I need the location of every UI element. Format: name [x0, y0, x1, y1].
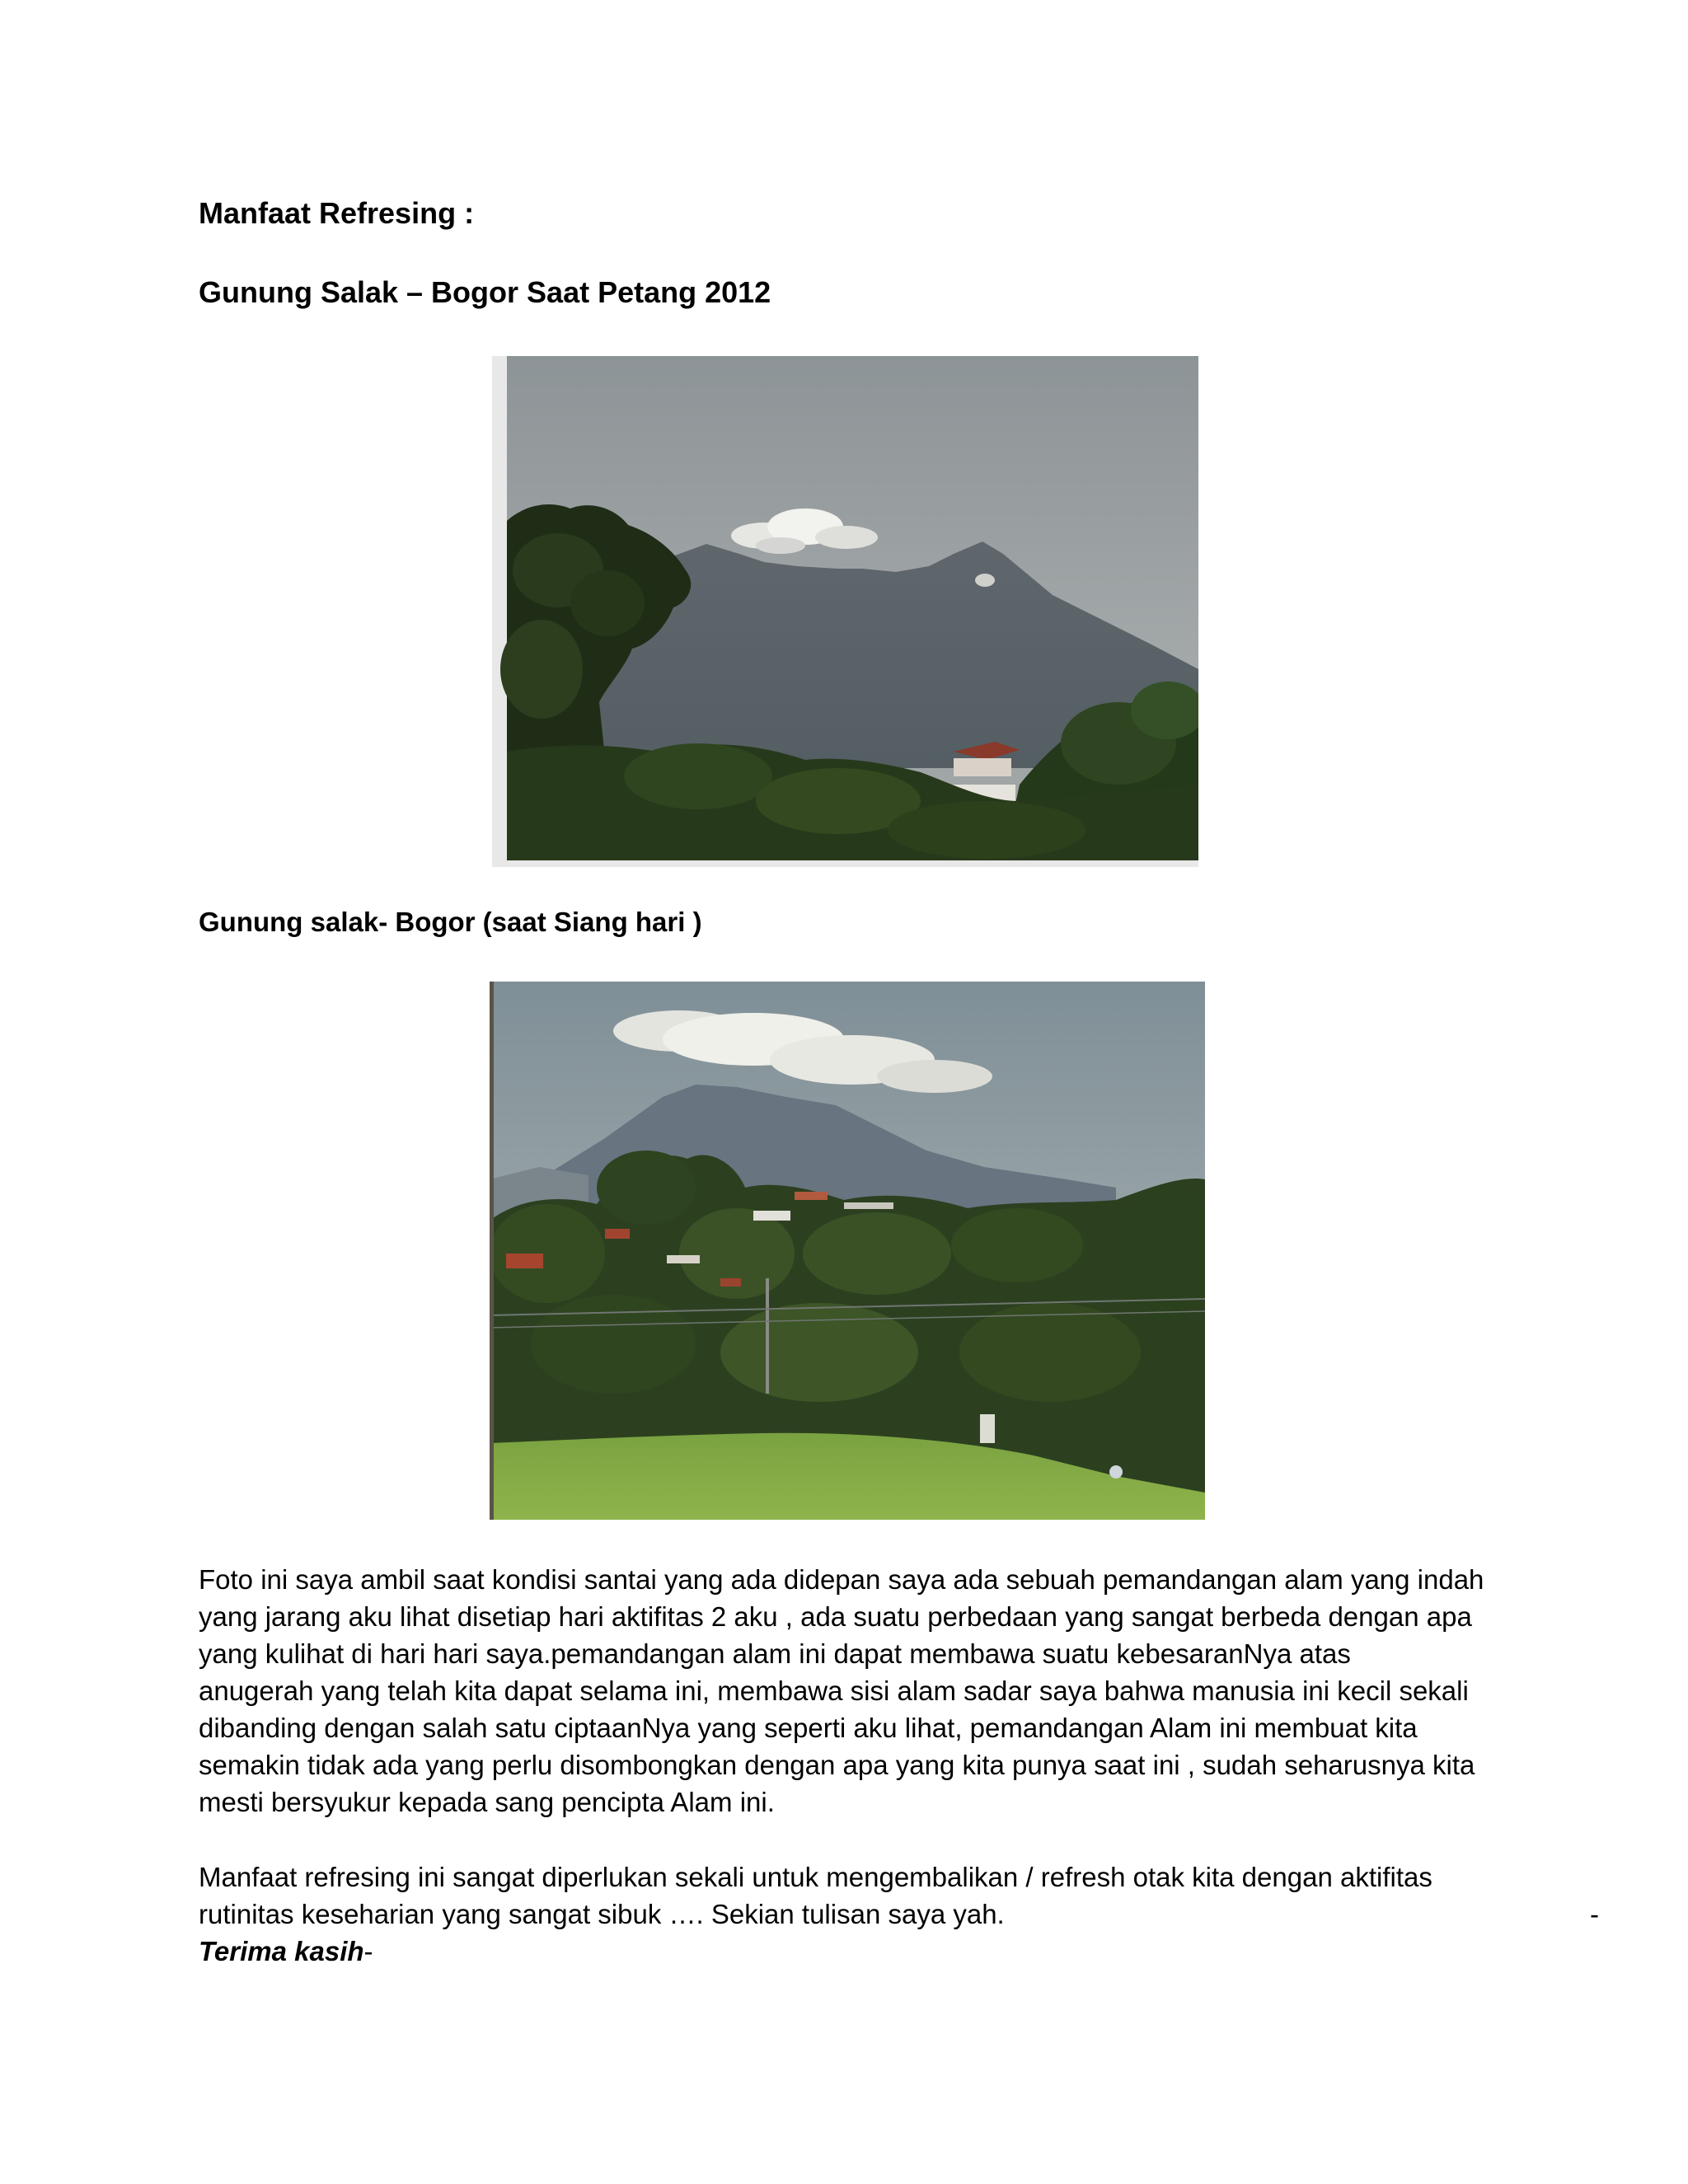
document-title: Manfaat Refresing :: [199, 196, 475, 230]
signoff-dash: -: [363, 1936, 373, 1966]
paragraph-benefit: [199, 1858, 1599, 1933]
paragraph2-line: [199, 1896, 1599, 1933]
mountain-daytime-image: [490, 982, 1205, 1520]
paragraph2-line-text: rutinitas keseharian yang sangat sibuk …. Sekian tulisan saya yah.: [199, 1899, 1005, 1929]
photo-mountain-evening: [492, 356, 1198, 867]
mountain-evening-image: [492, 356, 1198, 867]
signoff: [199, 1933, 373, 1970]
paragraph1-line: yang jarang aku lihat disetiap hari aktifitas 2 aku , ada suatu perbedaan yang sangat berbeda dengan apa: [199, 1601, 1472, 1632]
signoff-thanks: Terima kasih: [199, 1936, 364, 1966]
paragraph2-line: Manfaat refresing ini sangat diperlukan sekali untuk mengembalikan / refresh otak kita dengan aktifitas: [199, 1862, 1432, 1892]
photo2-caption: Gunung salak- Bogor (saat Siang hari ): [199, 907, 702, 937]
photo1-caption: Gunung Salak – Bogor Saat Petang 2012: [199, 275, 771, 309]
paragraph-reflection: [199, 1561, 1517, 1821]
photo-mountain-daytime: [490, 982, 1205, 1520]
paragraph1-line: anugerah yang telah kita dapat selama ini, membawa sisi alam sadar saya bahwa manusia ini kecil sekali: [199, 1675, 1469, 1706]
paragraph1-line: mesti bersyukur kepada sang pencipta Alam ini.: [199, 1787, 775, 1817]
paragraph1-line: semakin tidak ada yang perlu disombongkan dengan apa yang kita punya saat ini , sudah seharusnya kita: [199, 1750, 1475, 1780]
paragraph1-line: dibanding dengan salah satu ciptaanNya yang seperti aku lihat, pemandangan Alam ini membuat kita: [199, 1713, 1418, 1743]
paragraph1-line: yang kulihat di hari hari saya.pemandangan alam ini dapat membawa suatu kebesaranNya atas: [199, 1638, 1351, 1669]
paragraph1-line: Foto ini saya ambil saat kondisi santai yang ada didepan saya ada sebuah pemandangan alam yang indah: [199, 1564, 1484, 1595]
paragraph2-trailing-dash: -: [1590, 1899, 1599, 1929]
